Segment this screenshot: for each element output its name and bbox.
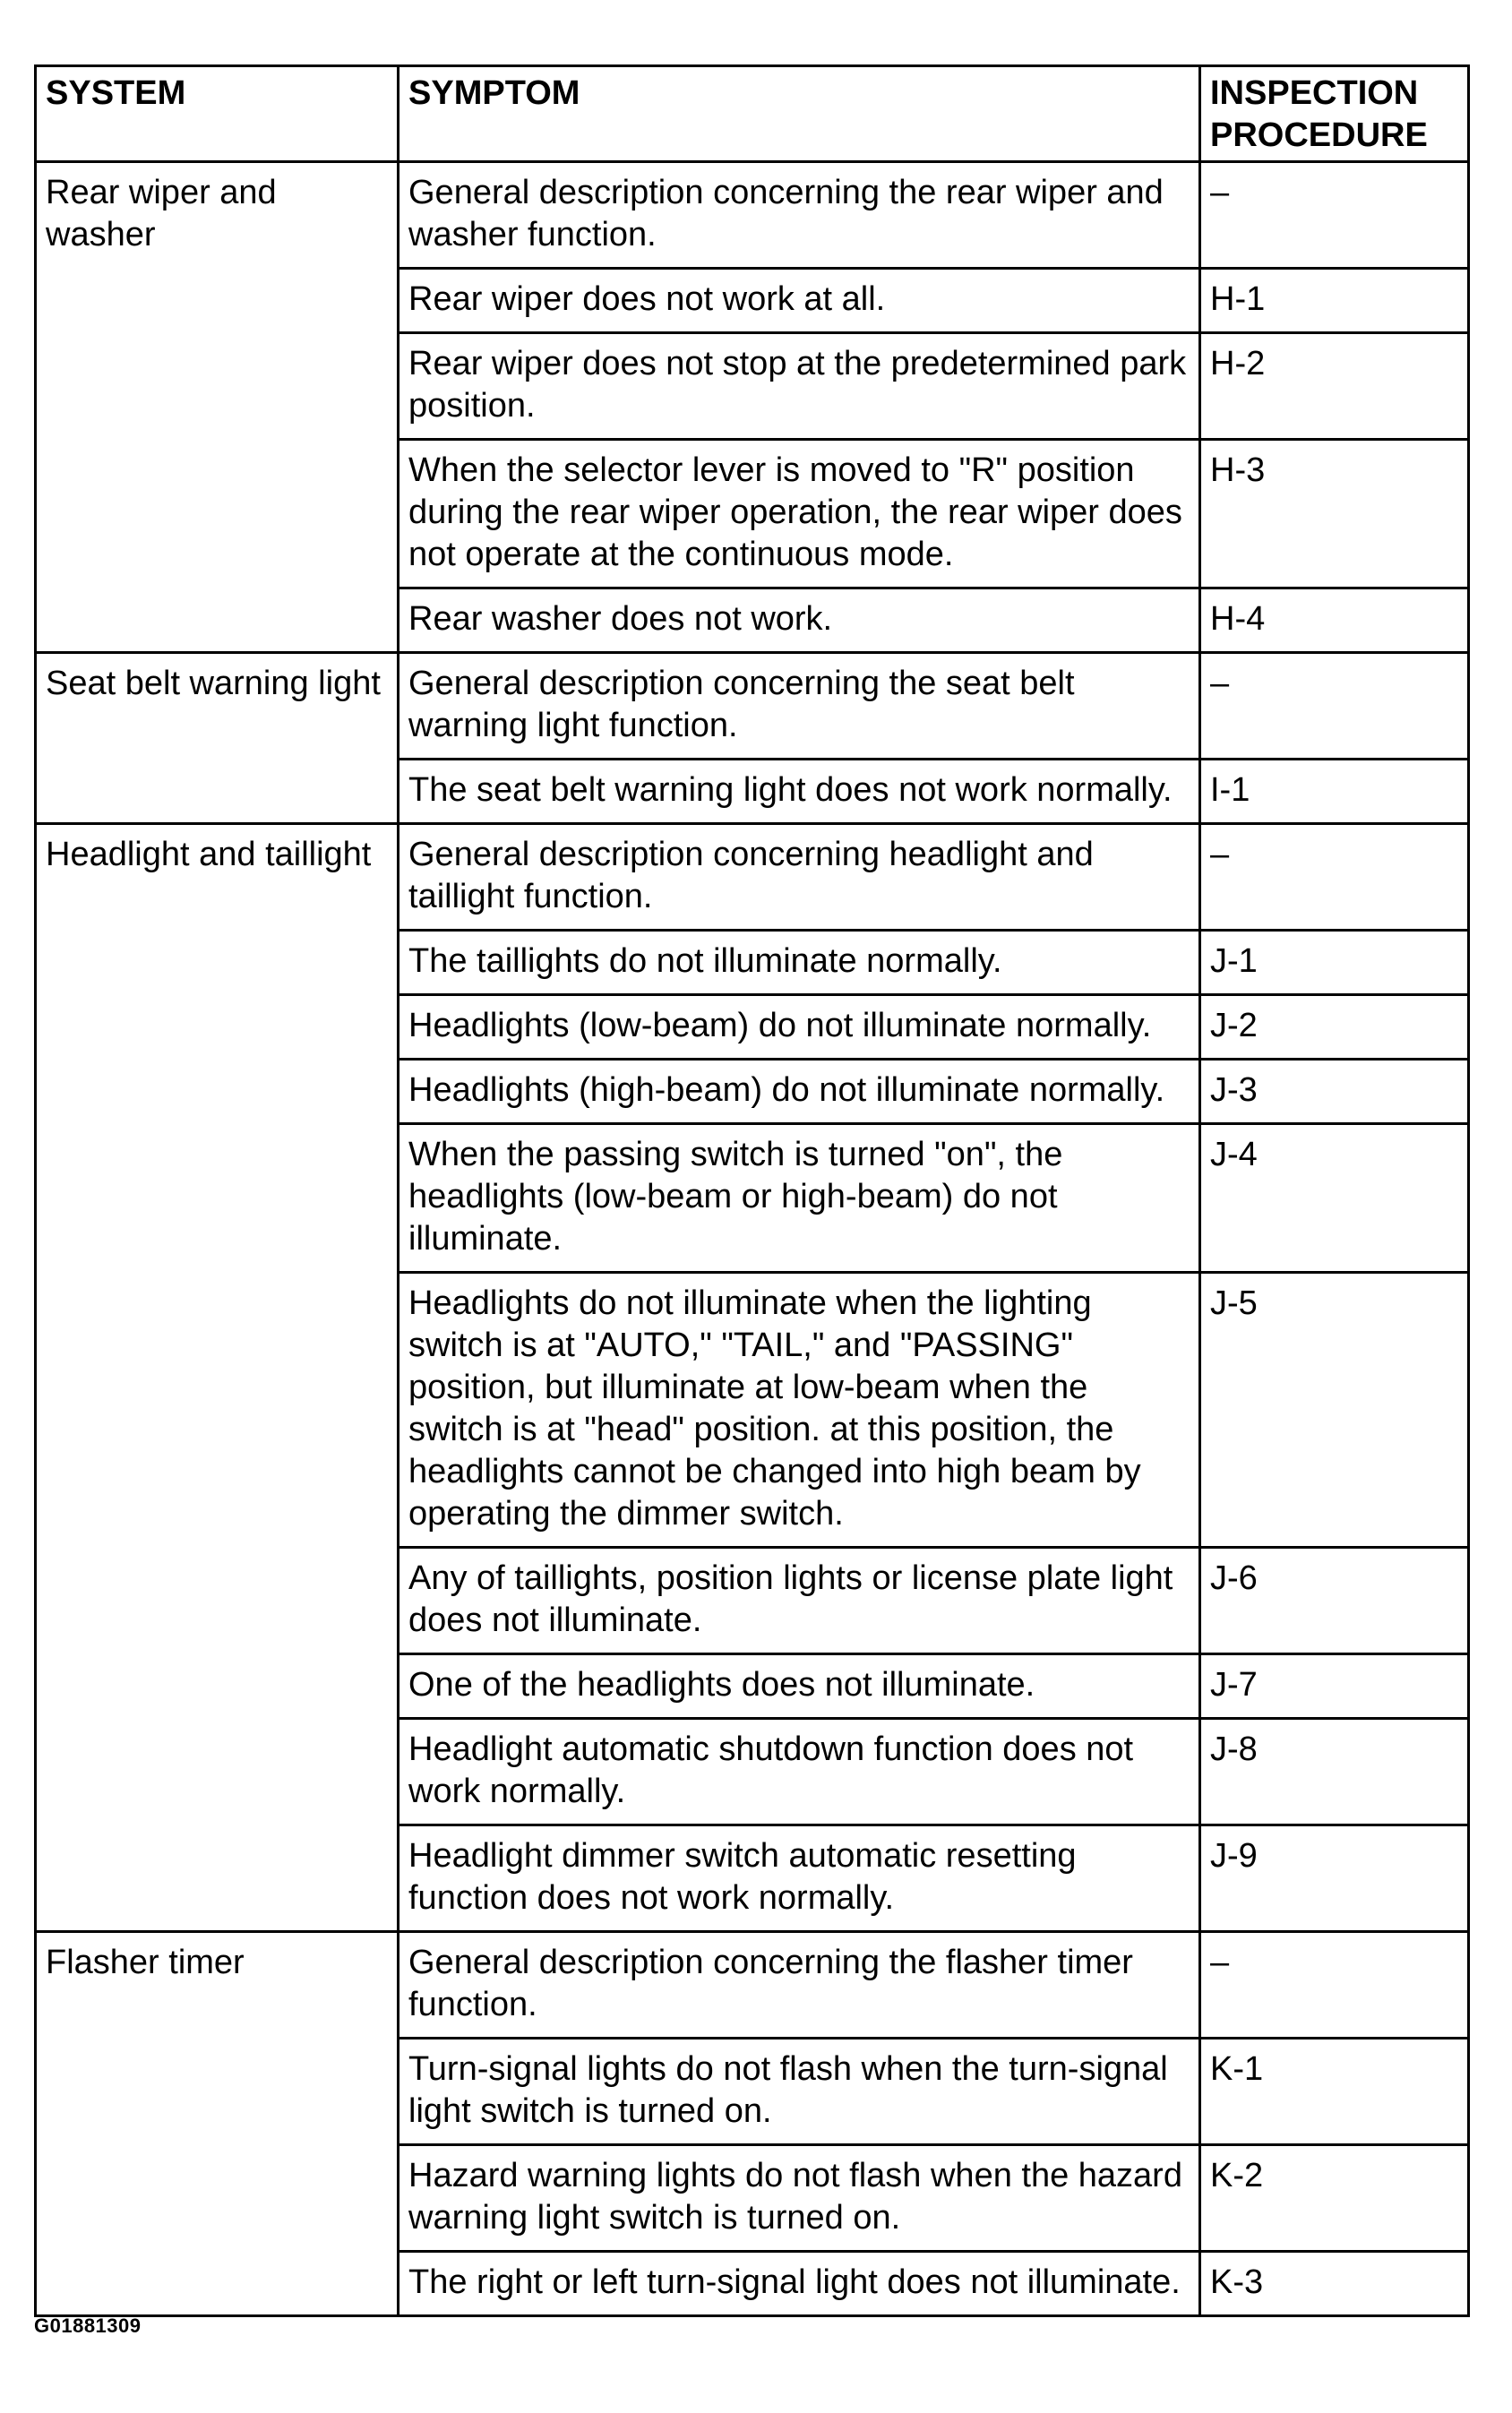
symptom-cell: Rear wiper does not stop at the predetermined park position. [399, 333, 1200, 440]
inspection-table-container [34, 64, 1467, 2317]
inspection-procedure-cell: – [1200, 824, 1469, 931]
table-body [36, 162, 1469, 2316]
symptom-cell: The seat belt warning light does not work normally. [399, 760, 1200, 824]
symptom-cell: Headlights do not illuminate when the lighting switch is at "AUTO," "TAIL," and "PASSING" position, but illuminate at low-beam when the switch is at "head" position. at this position, the headlights cannot be changed into high beam by operating the dimmer switch. [399, 1273, 1200, 1548]
system-cell: Flasher timer [36, 1932, 399, 2316]
inspection-procedure-cell: J-9 [1200, 1825, 1469, 1932]
system-cell: Headlight and taillight [36, 824, 399, 1932]
symptom-cell: Any of taillights, position lights or license plate light does not illuminate. [399, 1548, 1200, 1654]
inspection-procedure-cell: H-1 [1200, 269, 1469, 333]
inspection-procedure-cell: K-2 [1200, 2145, 1469, 2252]
inspection-procedure-cell: K-3 [1200, 2252, 1469, 2316]
inspection-table [34, 64, 1470, 2317]
symptom-cell: Headlights (low-beam) do not illuminate normally. [399, 995, 1200, 1060]
inspection-procedure-cell: K-1 [1200, 2039, 1469, 2145]
symptom-cell: The right or left turn-signal light does not illuminate. [399, 2252, 1200, 2316]
symptom-cell: General description concerning the seat belt warning light function. [399, 653, 1200, 760]
inspection-procedure-cell: J-8 [1200, 1719, 1469, 1825]
symptom-cell: Headlight automatic shutdown function does not work normally. [399, 1719, 1200, 1825]
table-row [36, 162, 1469, 269]
inspection-procedure-cell: J-1 [1200, 931, 1469, 995]
header-system: SYSTEM [36, 66, 399, 162]
symptom-cell: Hazard warning lights do not flash when the hazard warning light switch is turned on. [399, 2145, 1200, 2252]
inspection-procedure-cell: J-4 [1200, 1124, 1469, 1273]
inspection-procedure-cell: J-2 [1200, 995, 1469, 1060]
system-cell: Rear wiper and washer [36, 162, 399, 653]
header-symptom: SYMPTOM [399, 66, 1200, 162]
symptom-cell: The taillights do not illuminate normally. [399, 931, 1200, 995]
symptom-cell: When the selector lever is moved to "R" position during the rear wiper operation, the rear wiper does not operate at the continuous mode. [399, 440, 1200, 588]
inspection-procedure-cell: J-6 [1200, 1548, 1469, 1654]
inspection-procedure-cell: – [1200, 653, 1469, 760]
symptom-cell: General description concerning headlight and taillight function. [399, 824, 1200, 931]
table-row [36, 1932, 1469, 2039]
symptom-cell: Rear wiper does not work at all. [399, 269, 1200, 333]
inspection-procedure-cell: H-3 [1200, 440, 1469, 588]
inspection-procedure-cell: J-5 [1200, 1273, 1469, 1548]
inspection-procedure-cell: J-7 [1200, 1654, 1469, 1719]
inspection-procedure-cell: H-2 [1200, 333, 1469, 440]
symptom-cell: Rear washer does not work. [399, 588, 1200, 653]
symptom-cell: Turn-signal lights do not flash when the turn-signal light switch is turned on. [399, 2039, 1200, 2145]
symptom-cell: General description concerning the flasher timer function. [399, 1932, 1200, 2039]
inspection-procedure-cell: – [1200, 1932, 1469, 2039]
symptom-cell: Headlight dimmer switch automatic resetting function does not work normally. [399, 1825, 1200, 1932]
system-cell: Seat belt warning light [36, 653, 399, 824]
symptom-cell: Headlights (high-beam) do not illuminate normally. [399, 1060, 1200, 1124]
symptom-cell: When the passing switch is turned "on", the headlights (low-beam or high-beam) do not illuminate. [399, 1124, 1200, 1273]
table-row [36, 824, 1469, 931]
symptom-cell: One of the headlights does not illuminate. [399, 1654, 1200, 1719]
inspection-procedure-cell: I-1 [1200, 760, 1469, 824]
symptom-cell: General description concerning the rear wiper and washer function. [399, 162, 1200, 269]
inspection-procedure-cell: – [1200, 162, 1469, 269]
figure-code: G01881309 [34, 2314, 142, 2337]
table-header-row [36, 66, 1469, 162]
inspection-procedure-cell: J-3 [1200, 1060, 1469, 1124]
table-row [36, 653, 1469, 760]
header-inspection-procedure: INSPECTION PROCEDURE [1200, 66, 1469, 162]
inspection-procedure-cell: H-4 [1200, 588, 1469, 653]
